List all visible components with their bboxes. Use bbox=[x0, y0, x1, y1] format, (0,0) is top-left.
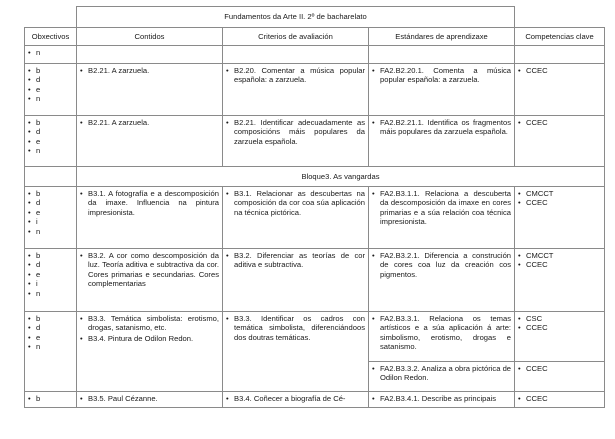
table-row bbox=[25, 392, 605, 408]
criteria-cell bbox=[223, 249, 369, 312]
standard-item: • FA2.B2.20.1. Comenta a música popular española: a zarzuela. bbox=[372, 66, 511, 85]
table-row bbox=[25, 249, 605, 312]
curriculum-table bbox=[24, 6, 605, 408]
criteria-cell bbox=[223, 187, 369, 249]
competence-item: • CCEC bbox=[518, 260, 601, 269]
standard-item: • FA2.B3.2.1. Diferencia a construción de cores coa luz da creación cos pigmentos. bbox=[372, 251, 511, 279]
competence-item: • CCEC bbox=[518, 394, 601, 403]
standards-cell bbox=[369, 312, 515, 362]
objectives-cell bbox=[25, 46, 77, 64]
objective-item: • n bbox=[28, 146, 73, 155]
objective-item: • e bbox=[28, 270, 73, 279]
objective-item: • d bbox=[28, 75, 73, 84]
objective-item: • b bbox=[28, 66, 73, 75]
table-row bbox=[25, 64, 605, 116]
competences-cell bbox=[515, 64, 605, 116]
objective-item: • b bbox=[28, 394, 73, 403]
content-item: • B3.3. Temática simbolista: erotismo, drogas, satanismo, etc. bbox=[80, 314, 219, 333]
standard-item: • FA2.B3.3.1. Relaciona os temas artísticos e a súa aplicación á arte: simbolismo, erotismo, drogas e satanismo. bbox=[372, 314, 511, 352]
objective-item: • i bbox=[28, 279, 73, 288]
contents-cell bbox=[77, 116, 223, 167]
criteria-cell bbox=[223, 312, 369, 392]
content-item: • B3.4. Pintura de Odilon Redon. bbox=[80, 334, 219, 343]
content-item: • B2.21. A zarzuela. bbox=[80, 66, 219, 75]
objective-item: • b bbox=[28, 314, 73, 323]
header-competences: Competencias clave bbox=[515, 28, 605, 46]
competences-cell bbox=[515, 116, 605, 167]
header-standards: Estándares de aprendizaxe bbox=[369, 28, 515, 46]
standards-cell bbox=[369, 64, 515, 116]
criterion-item: • B2.21. Identificar adecuadamente as composicións máis populares da zarzuela española. bbox=[226, 118, 365, 146]
objective-item: • b bbox=[28, 251, 73, 260]
objectives-cell bbox=[25, 312, 77, 392]
contents-cell bbox=[77, 312, 223, 392]
objective-item: • d bbox=[28, 323, 73, 332]
criteria-cell bbox=[223, 392, 369, 408]
table-title: Fundamentos da Arte II. 2º de bacharelato bbox=[77, 7, 515, 28]
objectives-cell bbox=[25, 116, 77, 167]
competence-item: • CMCCT bbox=[518, 251, 601, 260]
competence-item: • CCEC bbox=[518, 198, 601, 207]
competences-cell bbox=[515, 187, 605, 249]
objective-item: • d bbox=[28, 198, 73, 207]
objective-item: • b bbox=[28, 189, 73, 198]
competence-item: • CMCCT bbox=[518, 189, 601, 198]
standards-cell bbox=[369, 116, 515, 167]
header-objectives: Obxectivos bbox=[25, 28, 77, 46]
criterion-item: • B3.4. Coñecer a biografía de Cé- bbox=[226, 394, 365, 403]
standard-item: • FA2.B3.1.1. Relaciona a descuberta da descomposición da imaxe en cores primarias e a súa relación coa técnica impresionista. bbox=[372, 189, 511, 227]
criterion-item: • B3.3. Identificar os cadros con temática simbolista, diferenciándoos dos doutras temáticas. bbox=[226, 314, 365, 342]
objective-item: • n bbox=[28, 289, 73, 298]
header-criteria: Criterios de avaliación bbox=[223, 28, 369, 46]
standards-cell bbox=[369, 187, 515, 249]
content-item: • B3.2. A cor como descomposición da luz. Teoría aditiva e subtractiva da cor. Cores primarias e secundarias. Cores complementarias bbox=[80, 251, 219, 289]
table-row bbox=[25, 116, 605, 167]
criterion-item: • B3.2. Diferenciar as teorías de cor aditiva e subtractiva. bbox=[226, 251, 365, 270]
content-item: • B3.1. A fotografía e a descomposición da imaxe. Influencia na pintura impresionista. bbox=[80, 189, 219, 217]
competence-item: • CCEC bbox=[518, 66, 601, 75]
competence-item: • CCEC bbox=[518, 364, 601, 373]
contents-cell bbox=[77, 249, 223, 312]
standards-cell bbox=[369, 392, 515, 408]
objective-item: • i bbox=[28, 217, 73, 226]
objectives-cell bbox=[25, 187, 77, 249]
objective-item: • d bbox=[28, 260, 73, 269]
table-row bbox=[25, 312, 605, 362]
objective-item: • e bbox=[28, 208, 73, 217]
objective-item: • n bbox=[28, 227, 73, 236]
objective-item: • b bbox=[28, 118, 73, 127]
criteria-cell bbox=[223, 64, 369, 116]
objective-item: • e bbox=[28, 333, 73, 342]
competence-item: • CCEC bbox=[518, 118, 601, 127]
block-title: Bloque3. As vangardas bbox=[77, 167, 605, 187]
objective-item: • e bbox=[28, 85, 73, 94]
objective-item: • e bbox=[28, 137, 73, 146]
contents-cell bbox=[77, 64, 223, 116]
competence-item: • CCEC bbox=[518, 323, 601, 332]
objectives-cell bbox=[25, 392, 77, 408]
content-item: • B3.5. Paul Cézanne. bbox=[80, 394, 219, 403]
table-row bbox=[25, 46, 605, 64]
standards-cell bbox=[369, 362, 515, 392]
standard-item: • FA2.B3.4.1. Describe as principais bbox=[372, 394, 511, 403]
competence-item: • CSC bbox=[518, 314, 601, 323]
criterion-item: • B3.1. Relacionar as descubertas na composición da cor coa súa aplicación na técnica pictórica. bbox=[226, 189, 365, 217]
criteria-cell bbox=[223, 116, 369, 167]
objective-item: • n bbox=[28, 342, 73, 351]
block-title-row bbox=[25, 167, 605, 187]
criterion-item: • B2.20. Comentar a música popular española: a zarzuela. bbox=[226, 66, 365, 85]
objective-item: • d bbox=[28, 127, 73, 136]
header-contents: Contidos bbox=[77, 28, 223, 46]
competences-cell bbox=[515, 249, 605, 312]
competences-cell bbox=[515, 392, 605, 408]
standards-cell bbox=[369, 249, 515, 312]
content-item: • B2.21. A zarzuela. bbox=[80, 118, 219, 127]
objectives-cell bbox=[25, 249, 77, 312]
standard-item: • FA2.B3.3.2. Analiza a obra pictórica de Odilon Redon. bbox=[372, 364, 511, 383]
contents-cell bbox=[77, 392, 223, 408]
contents-cell bbox=[77, 187, 223, 249]
objective-item: • n bbox=[28, 48, 73, 57]
objective-item: • n bbox=[28, 94, 73, 103]
table-title-row bbox=[25, 7, 605, 28]
competences-cell bbox=[515, 312, 605, 362]
standard-item: • FA2.B2.21.1. Identifica os fragmentos máis populares da zarzuela española. bbox=[372, 118, 511, 137]
objectives-cell bbox=[25, 64, 77, 116]
competences-cell bbox=[515, 362, 605, 392]
header-row bbox=[25, 28, 605, 46]
table-row bbox=[25, 187, 605, 249]
